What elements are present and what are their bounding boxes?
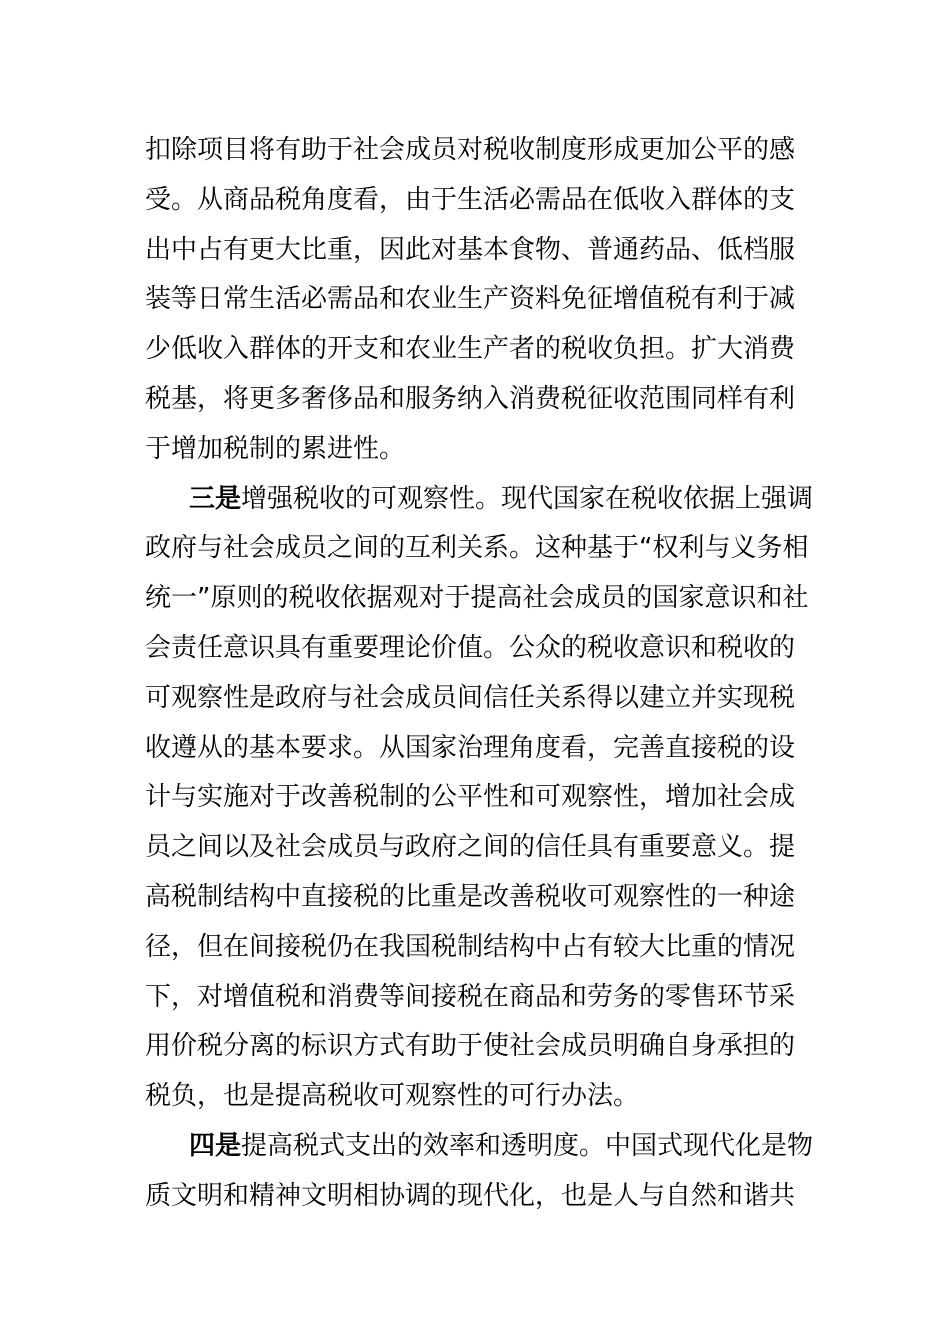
text-line: 收遵从的基本要求。从国家治理角度看，完善直接税的设: [145, 732, 796, 763]
text-line: 统一”原则的税收依据观对于提高社会成员的国家意识和社: [145, 583, 809, 614]
text-line: 于增加税制的累进性。: [145, 433, 406, 464]
lead-label-fourth: 四是: [189, 1130, 242, 1161]
document-body: [145, 126, 814, 1222]
text-line: 提高税式支出的效率和透明度。中国式现代化是物: [241, 1130, 814, 1161]
text-line: 计与实施对于改善税制的公平性和可观察性，增加社会成: [145, 782, 796, 813]
text-line: 税负，也是提高税收可观察性的可行办法。: [145, 1081, 640, 1112]
text-line: 高税制结构中直接税的比重是改善税收可观察性的一种途: [145, 881, 796, 912]
text-line: 装等日常生活必需品和农业生产资料免征增值税有利于减: [145, 284, 796, 315]
text-line: 受。从商品税角度看，由于生活必需品在低收入群体的支: [145, 184, 796, 215]
text-line: 可观察性是政府与社会成员间信任关系得以建立并实现税: [145, 682, 796, 713]
text-line: 增强税收的可观察性。现代国家在税收依据上强调: [241, 483, 814, 514]
text-line: 少低收入群体的开支和农业生产者的税收负担。扩大消费: [145, 334, 796, 365]
lead-label-third: 三是: [189, 483, 242, 514]
text-line: 用价税分离的标识方式有助于使社会成员明确自身承担的: [145, 1031, 796, 1062]
text-line: 会责任意识具有重要理论价值。公众的税收意识和税收的: [145, 632, 796, 663]
text-line: 下，对增值税和消费等间接税在商品和劳务的零售环节采: [145, 981, 796, 1012]
text-line: 扣除项目将有助于社会成员对税收制度形成更加公平的感: [145, 135, 796, 165]
text-line: 质文明和精神文明相协调的现代化，也是人与自然和谐共: [145, 1180, 796, 1211]
text-line: 税基，将更多奢侈品和服务纳入消费税征收范围同样有利: [145, 383, 796, 414]
text-line: 员之间以及社会成员与政府之间的信任具有重要意义。提: [145, 832, 796, 863]
paragraph-start-third: [145, 475, 814, 525]
text-line: 径，但在间接税仍在我国税制结构中占有较大比重的情况: [145, 931, 796, 962]
text-line: 出中占有更大比重，因此对基本食物、普通药品、低档服: [145, 234, 796, 265]
paragraph-start-fourth: [145, 1122, 814, 1172]
text-line: 政府与社会成员之间的互利关系。这种基于“权利与义务相: [145, 533, 809, 564]
